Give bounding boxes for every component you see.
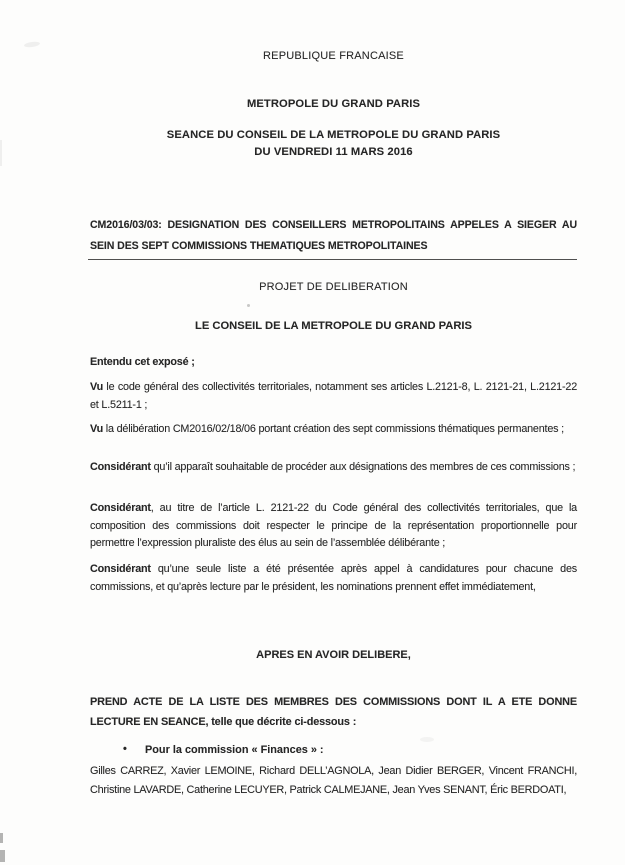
recital-text: la délibération CM2016/02/18/06 portant création des sept commissions thématiques permanentes ; [103, 423, 564, 435]
doc-type-heading: PROJET DE DELIBERATION [259, 281, 408, 293]
session-date: DU VENDREDI 11 MARS 2016 [254, 146, 413, 158]
scan-artifact [24, 41, 41, 48]
recital-text: qu’il apparaît souhaitable de procéder aux désignations des membres de ces commissions ; [150, 461, 576, 473]
recital-lead: Considérant [90, 502, 151, 514]
commission-label: Pour la commission « Finances » : [145, 744, 324, 756]
deliberation-heading: APRES EN AVOIR DELIBERE, [256, 649, 411, 661]
subject-heading: CM2016/03/03: DESIGNATION DES CONSEILLERS METROPOLITAINS APPELES A SIEGER AU SEIN DES SEPT COMMISSIONS THEMATIQUES METROPOLITAINES [90, 219, 577, 252]
heading-rule [88, 259, 577, 260]
council-heading: LE CONSEIL DE LA METROPOLE DU GRAND PARIS [194, 320, 472, 332]
session-title: SEANCE DU CONSEIL DE LA METROPOLE DU GRAND PARIS [166, 129, 501, 141]
recital-lead: Considérant [90, 461, 151, 473]
republic-heading: REPUBLIQUE FRANCAISE [263, 50, 404, 62]
recital-lead: Considérant [90, 563, 151, 575]
recital-paragraph [90, 561, 577, 596]
recital-lead: Entendu cet exposé ; [90, 356, 195, 368]
recital-lead: Vu [90, 423, 103, 435]
recital-paragraph [90, 459, 577, 477]
resolution-paragraph: PREND ACTE DE LA LISTE DES MEMBRES DES COMMISSIONS DONT IL A ETE DONNE LECTURE EN SEANCE, telle que décrite ci-dessous : [90, 696, 577, 728]
organization-heading: METROPOLE DU GRAND PARIS [246, 98, 421, 110]
scan-artifact [420, 737, 434, 742]
scan-artifact [0, 833, 3, 843]
recital-text: , au titre de l’article L. 2121-22 du Code général des collectivités territoriales, que la composition des commissions doit respecter le principe de la représentation proportionnelle pour permettre l’expression pluraliste des élus au sein de l’assemblée délibérante ; [90, 502, 577, 549]
members-paragraph: Gilles CARREZ, Xavier LEMOINE, Richard DELL’AGNOLA, Jean Didier BERGER, Vincent FRANCHI, Christine LAVARDE, Catherine LECUYER, Patrick CALMEJANE, Jean Yves SENANT, Éric BERDOATI, [90, 765, 577, 796]
commission-list-item [90, 744, 577, 756]
recital-paragraph [90, 379, 577, 414]
recital-paragraph [90, 421, 577, 439]
recital-text: qu’une seule liste a été présentée après appel à candidatures pour chacune des commissions, et qu’après lecture par le président, les nominations prennent effet immédiatement, [90, 563, 577, 593]
recital-paragraph [90, 500, 577, 553]
recital-paragraph [90, 354, 577, 372]
scan-artifact [0, 850, 5, 862]
bullet-icon: • [123, 743, 127, 755]
scan-artifact [247, 304, 250, 307]
recital-lead: Vu [90, 381, 103, 393]
scan-artifact [0, 140, 2, 166]
session-heading [90, 127, 577, 161]
recital-text: le code général des collectivités territoriales, notamment ses articles L.2121-8, L. 2121-21, L.2121-22 et L.5211-1 ; [90, 381, 577, 411]
